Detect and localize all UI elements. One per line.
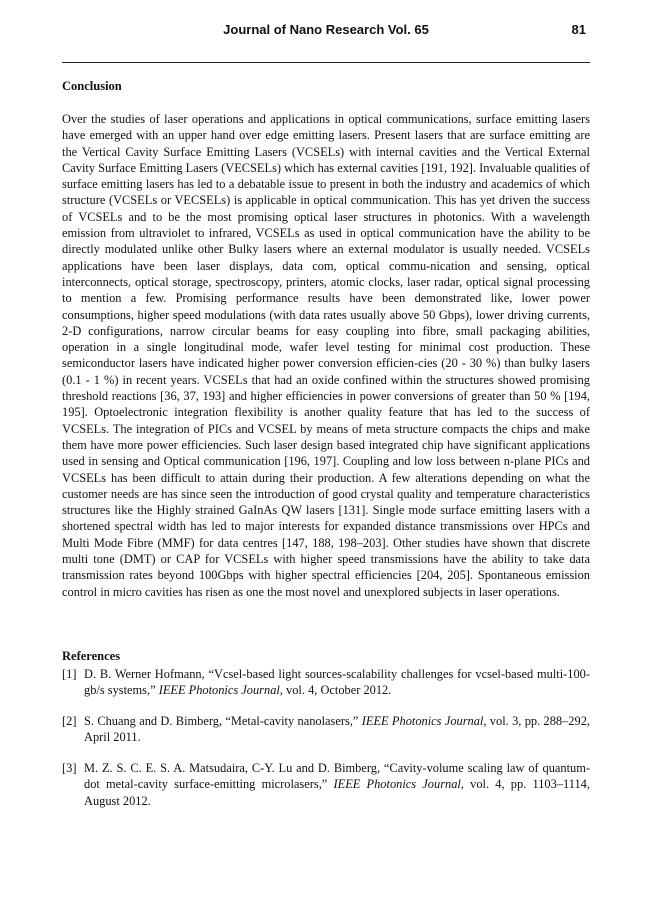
- reference-details: , vol. 3, pp. 288–292, April 2011.: [84, 714, 590, 745]
- reference-journal: IEEE Photonics Journal: [361, 714, 484, 728]
- reference-journal: IEEE Photonics Journal: [333, 777, 461, 792]
- reference-number: [2]: [62, 714, 77, 728]
- reference-number: [3]: [62, 761, 77, 775]
- page-header: [62, 22, 590, 42]
- header-rule: [62, 62, 590, 63]
- section-heading-references: References: [62, 649, 121, 663]
- reference-details: , vol. 4, October 2012.: [279, 683, 392, 698]
- reference-number: [1]: [62, 667, 77, 681]
- section-heading-conclusion: Conclusion: [62, 79, 122, 93]
- reference-authors-title: M. Z. S. C. E. S. A. Matsudaira, C-Y. Lu and D. Bimberg, “Cavity-volume scaling law of quantum-dot metal-cavity surface-emitting microlasers,”: [84, 761, 590, 792]
- reference-item: [62, 760, 590, 809]
- reference-text: [62, 760, 590, 809]
- reference-item: [62, 666, 590, 699]
- conclusion-paragraph: Over the studies of laser operations and applications in optical communications, surface emitting lasers have emerged with an upper hand over edge emitting lasers. Present lasers that are surface emitting are the Vertical Cavity Surface Emitting Lasers (VCSELs) with internal cavities and the Vertical External Cavity Surface Emitting Lasers (VECSELs) which has external cavities [191, 192]. Invaluable qualities of surface emitting lasers has led to a debatable issue to present in both the industry and academics of which structure (VCSELs or VECSELs) is applicable in optical communication. This has yet driven the success of VCSELs and to be the most promising optical laser structures in photonics. With a wavelength emission from ultraviolet to infrared, VCSELs as used in optical communication have the ability to be directly modulated unlike other Bulky lasers where an external modulator is usually needed. VCSELs applications have been laser displays, data com, optical commu-nication and sensing, optical interconnects, optical storage, spectroscopy, printers, atomic clocks, laser radar, optical signal processing to mention a few. Promising performance results have been demonstrated like, lower power consumptions, higher speed modulations (with data rates usually above 50 Gbps), lower driving currents, 2-D configurations, narrow circular beams for easy coupling into fibre, small packaging abilities, operation in a single longitudinal mode, wafer level testing for minimal cost production. These semiconductor lasers have indicated higher power conversion efficien-cies (20 - 30 %) than bulky lasers (0.1 - 1 %) in recent years. VCSELs that had an oxide confined within the structures showed promising threshold reactions [36, 37, 193] and higher efficiencies in power conversions of greater than 50 % [194, 195]. Optoelectronic integration flexibility is another quality feature that has led to the success of VCSELs. The integration of PICs and VCSEL by means of meta structure compacts the chips and make them have more power efficiencies. Such laser design based integrated chip have significant applications used in sensing and Optical communication [196, 197]. Coupling and low loss between n-plane PICs and VCSELs has been difficult to attain during their production. A few alterations depending on what the customer needs are has since seen the introduction of good crystal quality and temperature characteristics structures like the Highly strained GaInAs QW lasers [131]. Single mode surface emitting lasers with a shortened spectral width has led to major interests for expanded distance transmissions over HPCs and Multi Mode Fibre (MMF) for data centres [147, 188, 198–203]. Other studies have shown that discrete multi tone (DMT) or CAP for VCSELs with higher speed transmissions have the ability to take data transmission rates beyond 100Gbps with higher spectral efficiencies [204, 205]. Spontaneous emission control in micro cavities has risen as one the most novel and unexplored subjects in laser operations.: [62, 112, 590, 599]
- reference-item: [62, 713, 590, 746]
- page-number: 81: [571, 22, 586, 37]
- reference-journal: IEEE Photonics Journal: [158, 683, 280, 698]
- reference-authors-title: D. B. Werner Hofmann, “Vcsel-based light sources-scalability challenges for vcsel-based multi-100-gb/s systems,”: [84, 667, 590, 698]
- reference-details: , vol. 4, pp. 1103–1114, August 2012.: [84, 777, 590, 808]
- reference-text: [62, 713, 590, 746]
- running-head-journal: Journal of Nano Research Vol. 65: [223, 22, 429, 37]
- reference-authors-title: S. Chuang and D. Bimberg, “Metal-cavity nanolasers,”: [84, 714, 362, 728]
- reference-text: [62, 666, 590, 699]
